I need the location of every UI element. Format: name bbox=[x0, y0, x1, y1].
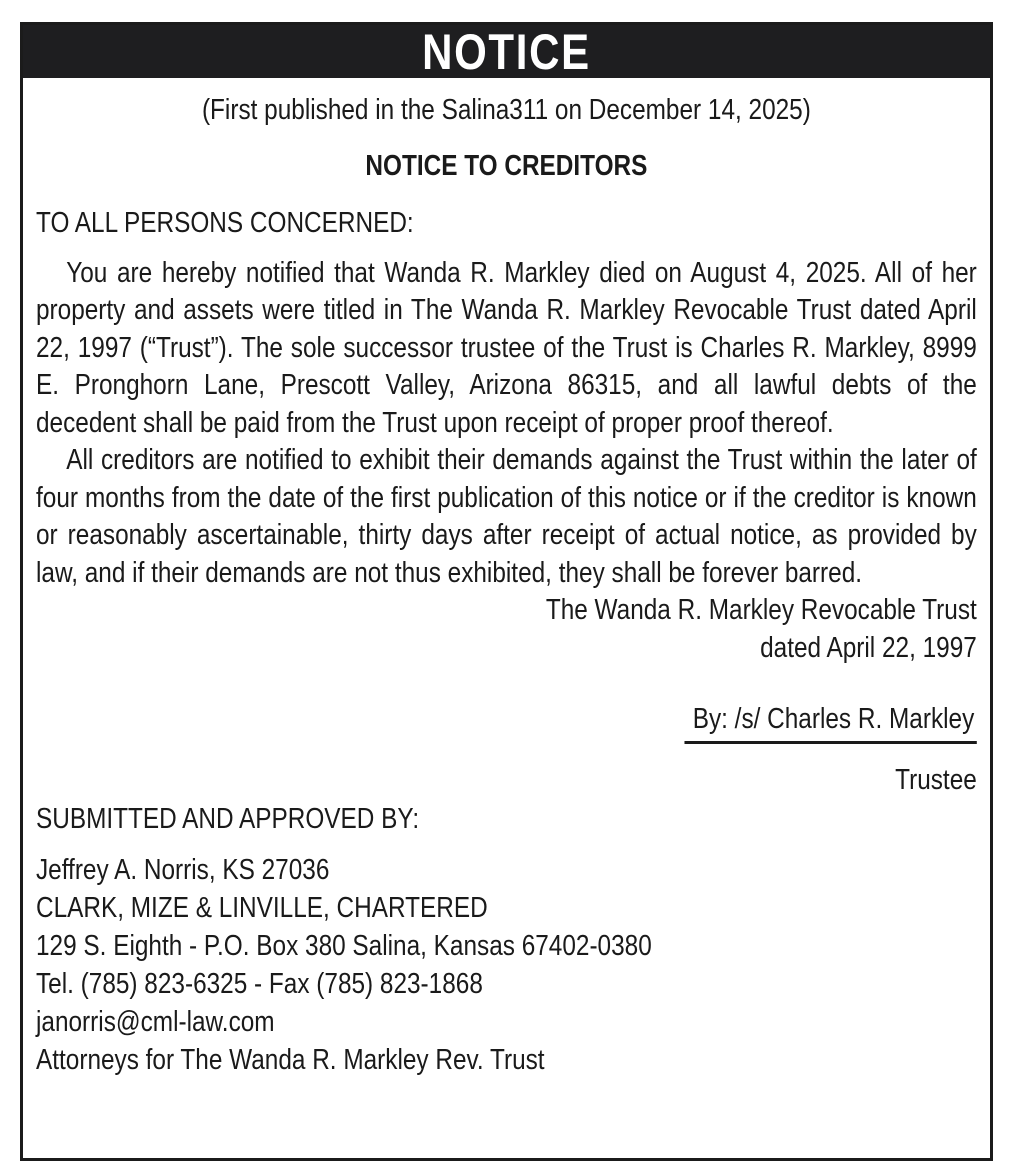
signature-row bbox=[36, 701, 977, 744]
attorney-block bbox=[36, 851, 977, 1079]
attorneys-for-line: Attorneys for The Wanda R. Markley Rev. Trust bbox=[36, 1043, 545, 1076]
phone-fax-line: Tel. (785) 823-6325 - Fax (785) 823-1868 bbox=[36, 967, 483, 1000]
email-line: janorris@cml-law.com bbox=[36, 1005, 275, 1038]
signature-by-line: By: /s/ Charles R. Markley bbox=[684, 701, 976, 744]
trust-date-line: dated April 22, 1997 bbox=[760, 631, 977, 664]
law-firm-line: CLARK, MIZE & LINVILLE, CHARTERED bbox=[36, 891, 488, 924]
attorney-name-line: Jeffrey A. Norris, KS 27036 bbox=[36, 853, 330, 886]
publication-line: (First published in the Salina311 on December 14, 2025) bbox=[201, 94, 811, 126]
body-paragraph-1: You are hereby notified that Wanda R. Markley died on August 4, 2025. All of her property and assets were titled in The Wanda R. Markley Revocable Trust dated April 22, 1997 (“Trust”). The sole successor trustee of the Trust is Charles R. Markley, 8999 E. Pronghorn Lane, Prescott Valley, Arizona 86315, and all lawful debts of the decedent shall be paid from the Trust upon receipt of proper proof thereof. bbox=[36, 256, 977, 439]
notice-content bbox=[23, 92, 990, 1079]
salutation-line: TO ALL PERSONS CONCERNED: bbox=[36, 207, 414, 239]
submitted-heading: SUBMITTED AND APPROVED BY: bbox=[36, 803, 420, 835]
address-line: 129 S. Eighth - P.O. Box 380 Salina, Kansas 67402-0380 bbox=[36, 929, 652, 962]
banner-title: NOTICE bbox=[422, 23, 591, 80]
notice-title: NOTICE TO CREDITORS bbox=[365, 149, 648, 182]
body-paragraph-2: All creditors are notified to exhibit their demands against the Trust within the later of four months from the date of the first publication of this notice or if the creditor is known or reasonably ascertainable, thirty days after receipt of actual notice, as provided by law, and if their demands are not thus exhibited, they shall be forever barred. bbox=[36, 444, 977, 589]
trust-name-line: The Wanda R. Markley Revocable Trust bbox=[545, 594, 977, 626]
notice-banner bbox=[23, 25, 990, 78]
notice-box bbox=[20, 22, 993, 1161]
trust-signature-block bbox=[36, 592, 977, 667]
signature-title: Trustee bbox=[895, 763, 977, 796]
